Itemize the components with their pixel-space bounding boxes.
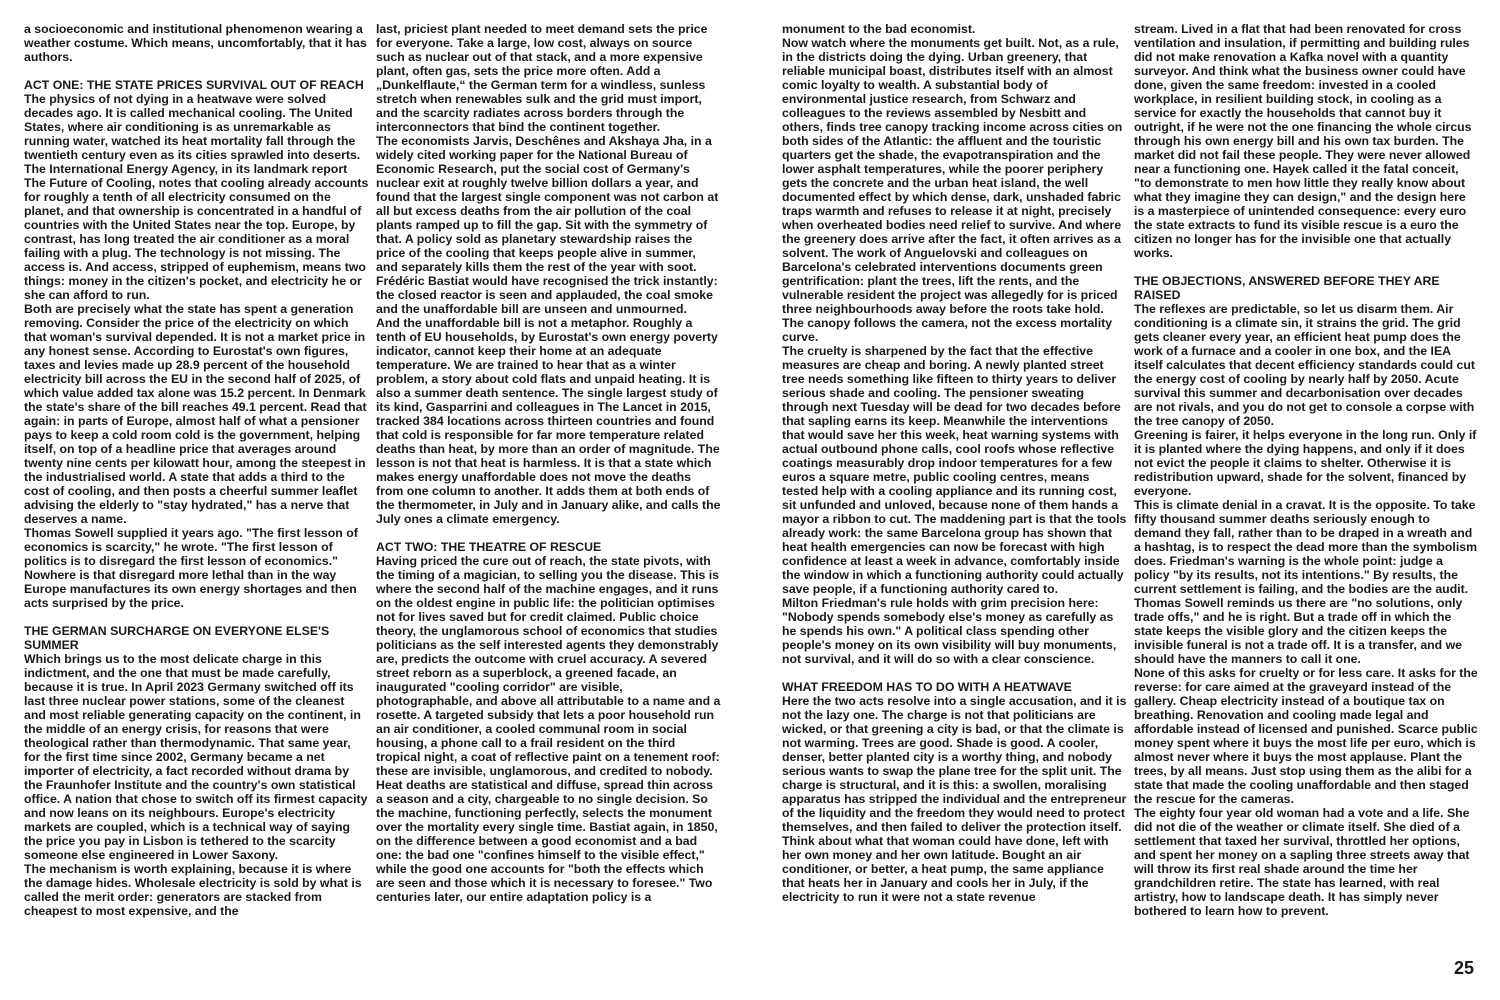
section-heading: ACT TWO: THE THEATRE OF RESCUE: [376, 540, 602, 554]
paragraph: The mechanism is worth explaining, because it is where the damage hides. Wholesale electricity is sold by what is called the merit order: generators are stacked from cheapest to most expensive, and the: [24, 862, 362, 918]
text-column-1: [24, 22, 369, 918]
text-column-3: [782, 22, 1127, 904]
paragraph: The eighty four year old woman had a vote and a life. She did not die of the weather or climate itself. She died of a settlement that taxed her survival, throttled her options, and spent her money on a sapling three streets away that will throw its first real shade around the time her grandchildren retire. The state has learned, with real artistry, how to landscape death. It has simply never bothered to learn how to prevent.: [1134, 806, 1470, 918]
section-heading: THE GERMAN SURCHARGE ON EVERYONE ELSE'S SUMMER: [24, 624, 330, 652]
paragraph: The physics of not dying in a heatwave were solved decades ago. It is called mechanical cooling. The United States, where air conditioning is as unremarkable as running water, watched its heat mortality fall through the twentieth century even as its cities sprawled into deserts. The International Energy Agency, in its landmark report The Future of Cooling, notes that cooling already accounts for roughly a tenth of all electricity consumed on the planet, and that ownership is concentrated in a handful of countries with the United States near the top. Europe, by contrast, has long treated the air conditioner as a moral failing with a plug. The technology is not missing. The access is. And access, stripped of euphemism, means two things: money in the citizen's pocket, and electricity he or she can afford to run.: [24, 92, 369, 302]
paragraph: The reflexes are predictable, so let us disarm them. Air conditioning is a climate sin, it strains the grid. The grid gets cleaner every year, an efficient heat pump does the work of a furnace and a cooler in one box, and the IEA itself calculates that decent efficiency standards could cut the energy cost of cooling by nearly half by 2050. Acute survival this summer and decarbonisation over decades are not rivals, and you do not get to console a corpse with the tree canopy of 2050.: [1134, 302, 1475, 428]
text-column-2: [376, 22, 721, 904]
paragraph: Milton Friedman's rule holds with grim precision here: "Nobody spends somebody else's money as carefully as he spends his own." A political class spending other people's money on its own visibility will buy monuments, not survival, and it will do so with a clear conscience.: [782, 596, 1117, 666]
paragraph: monument to the bad economist.: [782, 22, 976, 36]
page-number: 25: [1453, 958, 1474, 978]
paragraph: Having priced the cure out of reach, the state pivots, with the timing of a magician, to selling you the disease. This is where the second half of the machine engages, and it runs on the oldest engine in public life: the politician optimises not for lives saved but for credit claimed. Public choice theory, the unglamorous school of economics that studies politicians as the self interested agents they demonstrably are, predicts the outcome with cruel accuracy. A severed street reborn as a superblock, a greened facade, an inaugurated "cooling corridor" are visible, photographable, and above all attributable to a name and a rosette. A targeted subsidy that lets a poor household run an air conditioner, a cooled communal room in social housing, a phone call to a frail resident on the third tropical night, a coat of reflective paint on a tenement roof: these are invisible, unglamorous, and credited to nobody. Heat deaths are statistical and diffuse, spread thin across a season and a city, chargeable to no single decision. So the machine, functioning perfectly, selects the monument over the mortality every single time. Bastiat again, in 1850, on the difference between a good economist and a bad one: the bad one "confines himself to the visible effect," while the good one accounts for "both the effects which are seen and those which it is necessary to foresee." Two centuries later, our entire adaptation policy is a: [376, 554, 721, 904]
paragraph: None of this asks for cruelty or for less care. It asks for the reverse: for care aimed at the graveyard instead of the gallery. Cheap electricity instead of a boutique tax on breathing. Renovation and cooling made legal and affordable instead of licensed and punished. Scarce public money spent where it buys the most life per euro, which is almost never where it buys the most applause. Plant the trees, by all means. Just stop using them as the alibi for a state that made the cooling unaffordable and then staged the rescue for the cameras.: [1134, 666, 1478, 806]
paragraph: Think about what that woman could have done, left with her own money and her own latitude. Bought an air conditioner, or better, a heat pump, the same appliance that heats her in January and cools her in July, if the electricity to run it were not a state revenue: [782, 834, 1109, 904]
paragraph: Both are precisely what the state has spent a generation removing. Consider the price of the electricity on which that woman's survival depended. It is not a market price in any honest sense. According to Eurostat's own figures, taxes and levies made up 28.9 percent of the household electricity bill across the EU in the second half of 2025, of which value added tax alone was 15.2 percent. In Denmark the state's share of the bill reaches 49.1 percent. Read that again: in parts of Europe, almost half of what a pensioner pays to keep a cold room cold is the government, helping itself, on top of a headline price that averages around twenty nine cents per kilowatt hour, among the steepest in the industrialised world. A state that adds a third to the cost of cooling, and then posts a cheerful summer leaflet advising the elderly to "stay hydrated," has a nerve that deserves a name.: [24, 302, 367, 526]
paragraph: Which brings us to the most delicate charge in this indictment, and the one that must be made carefully, because it is true. In April 2023 Germany switched off its last three nuclear power stations, some of the cleanest and most reliable generating capacity on the continent, in the middle of an energy crisis, for reasons that were theological rather than thermodynamic. That same year, for the first time since 2002, Germany became a net importer of electricity, a fact recorded without drama by the Fraunhofer Institute and the country's own statistical office. A nation that chose to switch off its firmest capacity and now leans on its neighbours. Europe's electricity markets are coupled, which is a technical way of saying the price you pay in Lisbon is tethered to the scarcity someone else engineered in Lower Saxony.: [24, 652, 368, 862]
paragraph: Thomas Sowell reminds us there are "no solutions, only trade offs," and he is right. But a trade off in which the state keeps the visible glory and the citizen keeps the invisible funeral is not a trade off. It is a transfer, and we should have the manners to call it one.: [1134, 596, 1463, 666]
section-heading: ACT ONE: THE STATE PRICES SURVIVAL OUT OF REACH: [24, 78, 364, 92]
section-heading: WHAT FREEDOM HAS TO DO WITH A HEATWAVE: [782, 680, 1072, 694]
paragraph: a socioeconomic and institutional phenomenon wearing a weather costume. Which means, uncomfortably, that it has authors.: [24, 22, 367, 64]
paragraph: Greening is fairer, it helps everyone in the long run. Only if it is planted where the dying happens, and only if it does not evict the people it claims to shelter. Otherwise it is redistribution upward, shade for the solvent, financed by everyone.: [1134, 428, 1477, 498]
paragraph: The cruelty is sharpened by the fact that the effective measures are cheap and boring. A newly planted street tree needs something like fifteen to thirty years to deliver serious shade and cooling. The pensioner sweating through next Tuesday will be dead for two decades before that sapling earns its keep. Meanwhile the interventions that would save her this week, heat warning systems with actual outbound phone calls, cool roofs whose reflective coatings measurably drop indoor temperatures for a few euros a square metre, public cooling centres, means tested help with a cooling appliance and its running cost, sit unfunded and unloved, because none of them hands a mayor a ribbon to cut. The maddening part is that the tools already work: the same Barcelona group has shown that heat health emergencies can now be forecast with high confidence at least a week in advance, comfortably inside the window in which a functioning authority could actually save people, if a functioning authority cared to.: [782, 344, 1127, 596]
text-column-4: [1134, 22, 1479, 918]
section-heading: THE OBJECTIONS, ANSWERED BEFORE THEY ARE RAISED: [1134, 274, 1440, 302]
paragraph: last, priciest plant needed to meet demand sets the price for everyone. Take a large, low cost, always on source such as nuclear out of that stack, and a more expensive plant, often gas, sets the price more often. Add a „Dunkelflaute,“ the German term for a windless, sunless stretch when renewables sulk and the grid must import, and the scarcity radiates across borders through the interconnectors that bind the continent together.: [376, 22, 708, 134]
paragraph: stream. Lived in a flat that had been renovated for cross ventilation and insulation, if permitting and building rules did not make renovation a Kafka novel with a quantity surveyor. And think what the business owner could have done, given the same freedom: invested in a cooled workplace, in resilient building stock, in cooling as a service for exactly the households that cannot buy it outright, if he were not the one financing the whole circus through his own energy bill and his own tax burden. The market did not fail these people. They were never allowed near a functioning one. Hayek called it the fatal conceit, "to demonstrate to men how little they really know about what they imagine they can design," and the design here is a masterpiece of unintended consequence: every euro the state extracts to fund its visible rescue is a euro the citizen no longer has for the invisible one that actually works.: [1134, 22, 1472, 260]
paragraph: And the unaffordable bill is not a metaphor. Roughly a tenth of EU households, by Eurostat's own energy poverty indicator, cannot keep their home at an adequate temperature. We are trained to hear that as a winter problem, a story about cold flats and unpaid heating. It is also a summer death sentence. The single largest study of its kind, Gasparrini and colleagues in The Lancet in 2015, tracked 384 locations across thirteen countries and found that cold is responsible for far more temperature related deaths than heat, by more than an order of magnitude. The lesson is not that heat is harmless. It is that a state which makes energy unaffordable does not move the deaths from one column to another. It adds them at both ends of the thermometer, in July and in January alike, and calls the July ones a climate emergency.: [376, 316, 721, 526]
paragraph: Now watch where the monuments get built. Not, as a rule, in the districts doing the dying. Urban greenery, that reliable municipal boast, distributes itself with an almost comic loyalty to wealth. A substantial body of environmental justice research, from Schwarz and colleagues to the reviews assembled by Nesbitt and others, finds tree canopy tracking income across cities on both sides of the Atlantic: the affluent and the touristic quarters get the shade, the evapotranspiration and the lower asphalt temperatures, while the poorer periphery gets the concrete and the urban heat island, the well documented effect by which dense, dark, unshaded fabric traps warmth and refuses to release it at night, precisely when overheated bodies need relief to survive. And where the greenery does arrive after the fact, it often arrives as a solvent. The work of Anguelovski and colleagues on Barcelona's celebrated interventions documents green gentrification: plant the trees, lift the rents, and the vulnerable resident the project was allegedly for is priced three neighbourhoods away before the roots take hold. The canopy follows the camera, not the excess mortality curve.: [782, 36, 1123, 344]
paragraph: Here the two acts resolve into a single accusation, and it is not the lazy one. The charge is not that politicians are wicked, or that greening a city is bad, or that the climate is not warming. Trees are good. Shade is good. A cooler, denser, better planted city is a worthy thing, and nobody serious wants to swap the plane tree for the split unit. The charge is structural, and it is this: a swollen, moralising apparatus has stripped the individual and the entrepreneur of the liquidity and the freedom they would need to protect themselves, and then failed to deliver the protection itself.: [782, 694, 1127, 834]
paragraph: The economists Jarvis, Deschênes and Akshaya Jha, in a widely cited working paper for the National Bureau of Economic Research, put the social cost of Germany's nuclear exit at roughly twelve billion dollars a year, and found that the largest single component was not carbon at all but excess deaths from the air pollution of the coal plants ramped up to fill the gap. Sit with the symmetry of that. A policy sold as planetary stewardship raises the price of the cooling that keeps people alive in summer, and separately kills them the rest of the year with soot. Frédéric Bastiat would have recognised the trick instantly: the closed reactor is seen and applauded, the coal smoke and the unaffordable bill are unseen and unmourned.: [376, 134, 719, 316]
paragraph: Thomas Sowell supplied it years ago. "The first lesson of economics is scarcity," he wrote. "The first lesson of politics is to disregard the first lesson of economics." Nowhere is that disregard more lethal than in the way Europe manufactures its own energy shortages and then acts surprised by the price.: [24, 526, 358, 610]
paragraph: This is climate denial in a cravat. It is the opposite. To take fifty thousand summer deaths seriously enough to demand they fall, rather than to be draped in a wreath and a hashtag, is to respect the dead more than the symbolism does. Friedman's warning is the whole point: judge a policy "by its results, not its intentions." By results, the current settlement is failing, and the bodies are the audit.: [1134, 498, 1478, 596]
